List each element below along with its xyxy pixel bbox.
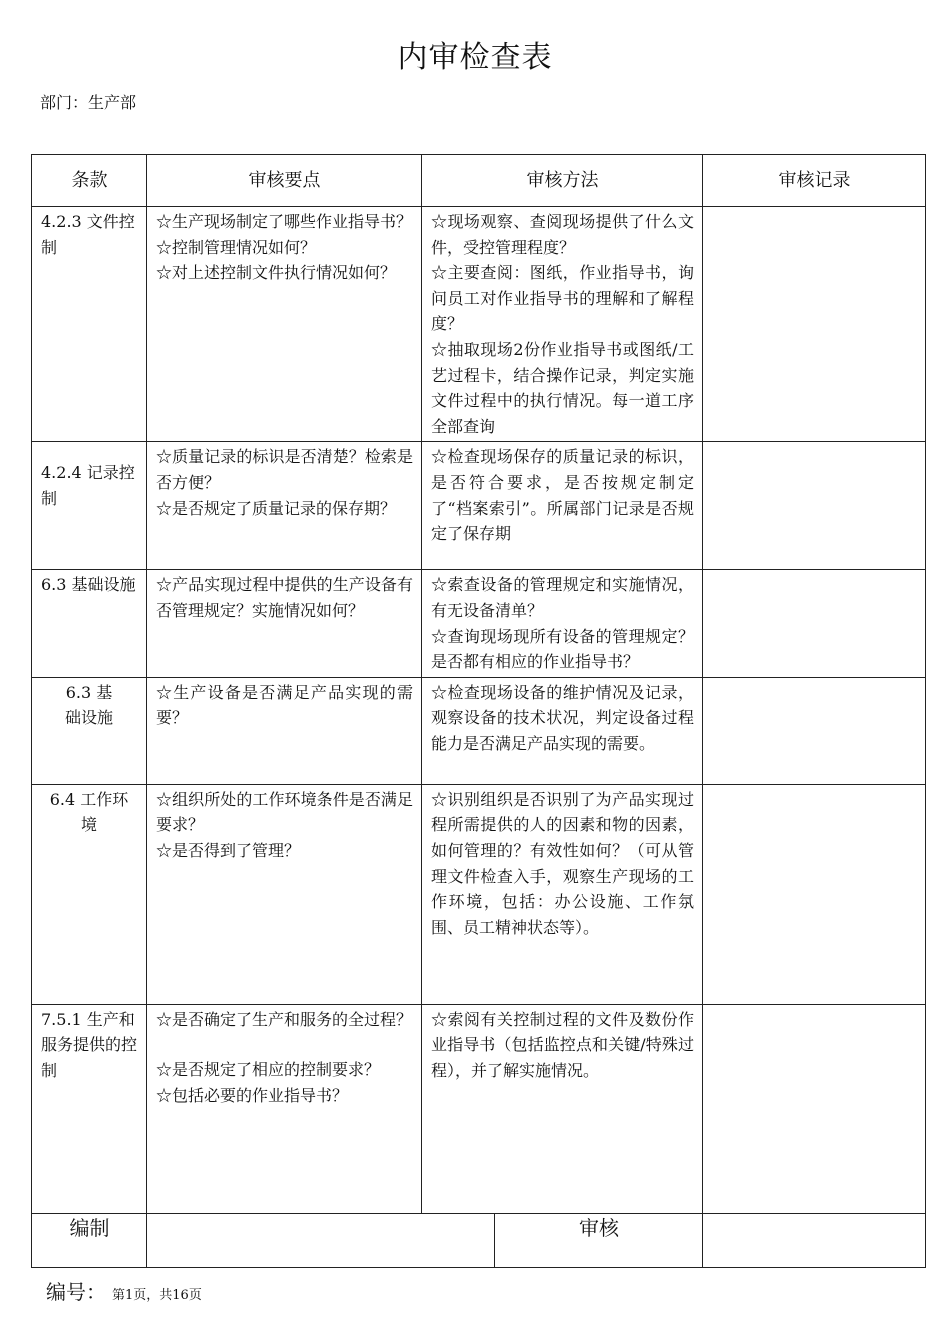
department-label: 部门：生产部 (40, 93, 137, 112)
clause-cell: 6.4 工作环境 (32, 784, 147, 1004)
audit-method: ☆抽取现场2份作业指导书或图纸/工艺过程卡，结合操作记录，判定实施文件过程中的执行情况。每一道工序全部查询 (431, 339, 694, 436)
page-info: 第1页，共16页 (112, 1288, 202, 1303)
table-row (32, 442, 926, 570)
reviewed-by-field[interactable] (703, 1213, 926, 1267)
audit-methods-cell (422, 570, 703, 677)
audit-methods-cell (422, 677, 703, 784)
audit-checklist-table (31, 154, 926, 1268)
audit-point: ☆是否规定了质量记录的保存期？ (156, 498, 397, 518)
audit-point: ☆产品实现过程中提供的生产设备有否管理规定？实施情况如何？ (156, 575, 413, 620)
table-row (32, 784, 926, 1004)
audit-method: ☆索阅有关控制过程的文件及数份作业指导书（包括监控点和关键/特殊过程），并了解实施情况。 (431, 1009, 694, 1080)
table-row (32, 1004, 926, 1213)
audit-method: ☆索查设备的管理规定和实施情况，有无设备清单？ (431, 575, 694, 620)
audit-method: ☆查询现场现所有设备的管理规定？是否都有相应的作业指导书？ (431, 626, 694, 672)
audit-record-cell[interactable] (703, 442, 926, 570)
audit-record-cell[interactable] (703, 784, 926, 1004)
serial-number-line (46, 1276, 202, 1305)
audit-point: ☆包括必要的作业指导书？ (156, 1085, 349, 1105)
header-audit-points: 审核要点 (147, 155, 422, 207)
blank-line (156, 1032, 413, 1057)
page-title: 内审检查表 (397, 40, 553, 75)
clause-cell: 7.5.1 生产和服务提供的控制 (32, 1004, 147, 1213)
audit-points-cell (147, 677, 422, 784)
audit-point: ☆生产设备是否满足产品实现的需要？ (156, 682, 413, 728)
audit-point: ☆是否得到了管理？ (156, 840, 301, 860)
audit-point: ☆是否确定了生产和服务的全过程？ (156, 1009, 413, 1029)
serial-number-label: 编号： (46, 1280, 106, 1304)
audit-record-cell[interactable] (703, 207, 926, 442)
audit-points-cell (147, 207, 422, 442)
audit-method: ☆检查现场保存的质量记录的标识，是否符合要求，是否按规定制定了“档案索引”。所属部门记录是否规定了保存期 (431, 447, 694, 544)
audit-methods-cell (422, 207, 703, 442)
signature-row (32, 1213, 926, 1267)
header-audit-record: 审核记录 (703, 155, 926, 207)
audit-points-cell (147, 784, 422, 1004)
audit-points-cell (147, 442, 422, 570)
clause-cell: 4.2.4 记录控制 (32, 442, 147, 570)
audit-method: ☆主要查阅：图纸，作业指导书，询问员工对作业指导书的理解和了解程度？ (431, 263, 694, 334)
table-header-row (32, 155, 926, 207)
header-clause: 条款 (32, 155, 147, 207)
audit-method: ☆检查现场设备的维护情况及记录，观察设备的技术状况，判定设备过程能力是否满足产品实现的需要。 (431, 682, 694, 753)
reviewed-by-label: 审核 (495, 1213, 703, 1267)
audit-point: ☆对上述控制文件执行情况如何？ (156, 263, 397, 283)
audit-point: ☆生产现场制定了哪些作业指导书？ (156, 212, 413, 231)
clause-cell: 6.3 基础设施 (32, 677, 147, 784)
audit-methods-cell (422, 784, 703, 1004)
audit-methods-cell (422, 1004, 703, 1213)
audit-point: ☆质量记录的标识是否清楚？检索是否方便？ (156, 447, 413, 492)
table-row (32, 570, 926, 677)
table-row (32, 207, 926, 442)
clause-cell: 6.3 基础设施 (32, 570, 147, 677)
header-audit-methods: 审核方法 (422, 155, 703, 207)
audit-point: ☆控制管理情况如何？ (156, 237, 317, 257)
table-row (32, 677, 926, 784)
audit-methods-cell (422, 442, 703, 570)
audit-record-cell[interactable] (703, 1004, 926, 1213)
audit-point: ☆组织所处的工作环境条件是否满足要求？ (156, 789, 413, 835)
clause-cell: 4.2.3 文件控制 (32, 207, 147, 442)
audit-method: ☆识别组织是否识别了为产品实现过程所需提供的人的因素和物的因素，如何管理的？有效性如何？（可从管理文件检查入手，观察生产现场的工作环境，包括：办公设施、工作氛围、员工精神状态等）。 (431, 789, 694, 937)
compiled-by-field[interactable] (147, 1213, 495, 1267)
audit-record-cell[interactable] (703, 677, 926, 784)
audit-method: ☆现场观察、查阅现场提供了什么文件，受控管理程度？ (431, 212, 694, 257)
audit-point: ☆是否规定了相应的控制要求？ (156, 1060, 381, 1080)
audit-points-cell (147, 1004, 422, 1213)
audit-points-cell (147, 570, 422, 677)
audit-record-cell[interactable] (703, 570, 926, 677)
compiled-by-label: 编制 (32, 1213, 147, 1267)
